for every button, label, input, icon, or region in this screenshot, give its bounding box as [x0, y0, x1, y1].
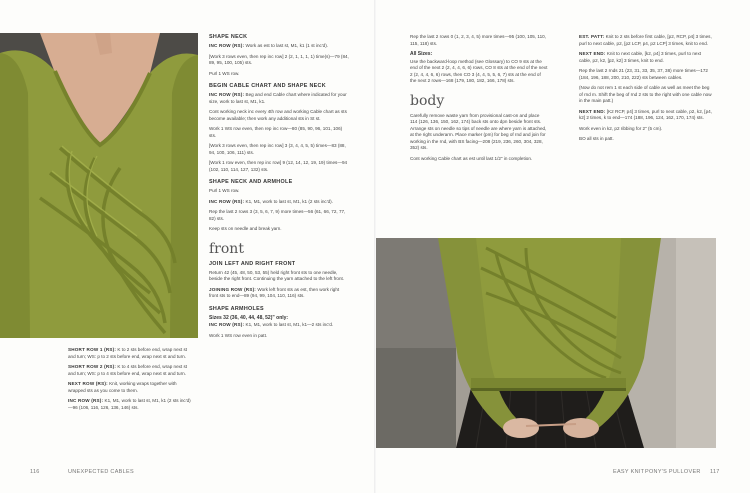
short-row-2-label: SHORT ROW 2 (RS): [68, 364, 117, 369]
all-sizes-label: All Sizes: [410, 51, 433, 57]
purl-ws-instruction: Purl 1 WS row. [209, 188, 240, 193]
inc-row4-label: INC ROW (RS): [209, 322, 245, 327]
next-end2-text: [K2 RCP, p4] 3 times, purl to next cable, p2, k2, [p4, k2] 2 times, k to end—174 (188, 196, 124, 162, 170, 174) sts. [579, 108, 712, 120]
front-heading: front [209, 240, 244, 257]
bo-text: BO all sts in patt. [579, 136, 614, 141]
right-running-sep: EASY KNIT [613, 469, 645, 475]
left-running-title: UNEXPECTED CABLES [68, 469, 134, 475]
right-text-column-1 [410, 34, 548, 166]
left-text-column [68, 347, 194, 415]
body-text: Carefully remove waste yarn from provisional cast-on and place 114 (126, 136, 150, 162, 174) back sts onto dpn beside front sts. Arrange sts on needle so tips of needle are where yarn is attached, at the right underarm. Place marker (pm) for beg of rnd and join for working in the rnd, with BS facing—208 (219, 236, 260, 304, 328, 352) sts. [410, 112, 547, 150]
middle-text-column [209, 34, 349, 343]
join-heading: JOIN LEFT AND RIGHT FRONT [209, 260, 296, 267]
est-patt-text: Knit to 2 sts before first cable, [p2, RCP, p4] 3 times, purl to next cable, p2, [p2 LCP, p4, p2 LCP] 3 times, knit to end. [579, 34, 712, 46]
next-end2-label: NEXT END: [579, 108, 606, 114]
rep-instructions: [Work 3 rows even, then rep inc row] 2 (2, 1, 1, 1, 1) time(s)—79 (84, 89, 95, 100, 105) sts. [209, 53, 349, 65]
body-heading: body [410, 92, 445, 109]
est-patt-label: EST. PATT: [579, 34, 605, 39]
inc-row-label: INC ROW (RS): [68, 398, 104, 403]
armholes-heading: SHAPE ARMHOLES [209, 305, 264, 312]
cable-chart-heading: BEGIN CABLE CHART AND SHAPE NECK [209, 83, 326, 89]
joining-row-label: JOINING ROW (RS): [209, 286, 257, 292]
join-instruction: Return 42 (45, 48, 50, 53, 55) held right front sts to one needle, beside the right front. Continuing the yarn attached to the left front. [209, 269, 345, 281]
next-row-label: NEXT ROW (RS): [68, 381, 108, 386]
sizes-label: Sizes 32 (36, 40, 44, 48, 52)" only: [209, 314, 289, 321]
inc-row-text: K1, M1, work to last st, M1, k1 (2 sts inc'd)—96 (106, 116, 126, 136, 146) sts. [68, 398, 191, 410]
all-sizes-text: Use the backward-loop method (see Glossary) to CO 9 sts at the end of the next 2 (2, 4, 4, 6, 6) rows, CO 8 sts at the end of the next 2 (2, 4, 4, 6, 6) rows, then CO 3 (4, 4, 5, 5, 6, 7) sts at the end of the next 2 rows—168 (179, 180, 182, 166, 178) sts. [410, 58, 548, 83]
inc-row-text: Work as est to last st, M1, k1 (1 st inc'd). [245, 43, 329, 48]
work1ws-instruction: Work 1 WS row even in patt. [209, 332, 268, 338]
neck-armhole-heading: SHAPE NECK AND ARMHOLE [209, 179, 293, 185]
left-page-number: 116 [30, 469, 40, 475]
next-end-label: NEXT END: [579, 51, 606, 56]
rep-last-instruction: Rep the last 2 rows 3 (3, 5, 6, 7, 9) more times—56 (61, 66, 72, 77, 82) sts. [209, 209, 346, 221]
keep-instruction: Keep sts on needle and break yarn. [209, 226, 282, 231]
short-row-1-text: K to 2 sts before end, wrap next st and turn; WS: p to 2 sts before end, wrap next st and turn. [68, 347, 188, 359]
knot-text: (Now do not rem 1 st each side of cable as well as meet the beg of rnd m. Shift the beg of rnd 2 sts to the right with one cable now in the main patt.) [579, 85, 712, 103]
cont-instruction: Cont working neck inc every 4th row and working Cable chart as sts become available; then work any additional sts in St st. [209, 109, 347, 121]
work1-instruction: Work 1 WS row even, then rep inc row—80 (85, 90, 96, 101, 106) sts. [209, 126, 343, 138]
work3-instruction: [Work 3 rows even, then rep inc row] 3 (3, 4, 4, 5, 5) times—83 (88, 94, 100, 106, 111) sts. [209, 143, 346, 155]
inc-row2-label: INC ROW (RS): [209, 92, 245, 97]
model-photo [376, 238, 716, 448]
sweater-front-photo [0, 33, 198, 338]
shape-neck-heading: SHAPE NECK [209, 34, 248, 40]
cont-text: Cont working Cable chart as est until last 1/2" in completion. [410, 155, 533, 161]
rep-text: Rep the last 2 rnds 21 (23, 31, 33, 35, 37, 38) more times—172 (184, 196, 188, 200, 210, 222) sts between cables. [579, 68, 708, 80]
rep-last-instruction: Rep the last 2 rows 0 (1, 2, 3, 4, 5) more times—95 (100, 105, 110, 115, 118) sts. [410, 34, 547, 46]
purl-instruction: Purl 1 WS row. [209, 70, 240, 76]
inc-row3-label: INC ROW (RS): [209, 198, 245, 204]
next-end-text: Knit to next cable, [k2, p4] 3 times, purl to next cable, p2, k2, [p2, k2] 3 times, knit to end. [579, 51, 702, 63]
right-running-title: PONY'S PULLOVER [645, 469, 701, 475]
short-row-2-text: K to 4 sts before end, wrap next st and turn; WS: p to 4 sts before end, wrap next st and turn. [68, 364, 188, 376]
right-page-number: 117 [710, 469, 720, 475]
joining-row-text: Work left front sts as est, then work right front sts to end—89 (94, 99, 104, 110, 116) sts. [209, 286, 340, 298]
work1b-instruction: [Work 1 row even, then rep inc row] 9 (12, 14, 12, 19, 19) times—94 (102, 110, 114, 127, 132) sts. [209, 160, 348, 172]
work-even-text: Work even in k2, p2 ribbing for 2" (5 cm). [579, 125, 663, 131]
next-row-text: Knit, working wraps together with wrapped sts as you come to them. [68, 381, 177, 393]
inc-row2-text: Beg and end Cable chart where indicated for your size, work to last st, M1, k1. [209, 92, 347, 104]
short-row-1-label: SHORT ROW 1 (RS): [68, 347, 117, 352]
inc-row-label: INC ROW (RS): [209, 43, 245, 48]
right-text-column-2 [579, 34, 714, 147]
inc-row3-text: K1, M1, work to last st, M1, k1 (2 sts inc'd). [245, 198, 333, 204]
inc-row4-text: K1, M1, work to last st, M1, k1—2 sts inc'd. [245, 322, 334, 327]
